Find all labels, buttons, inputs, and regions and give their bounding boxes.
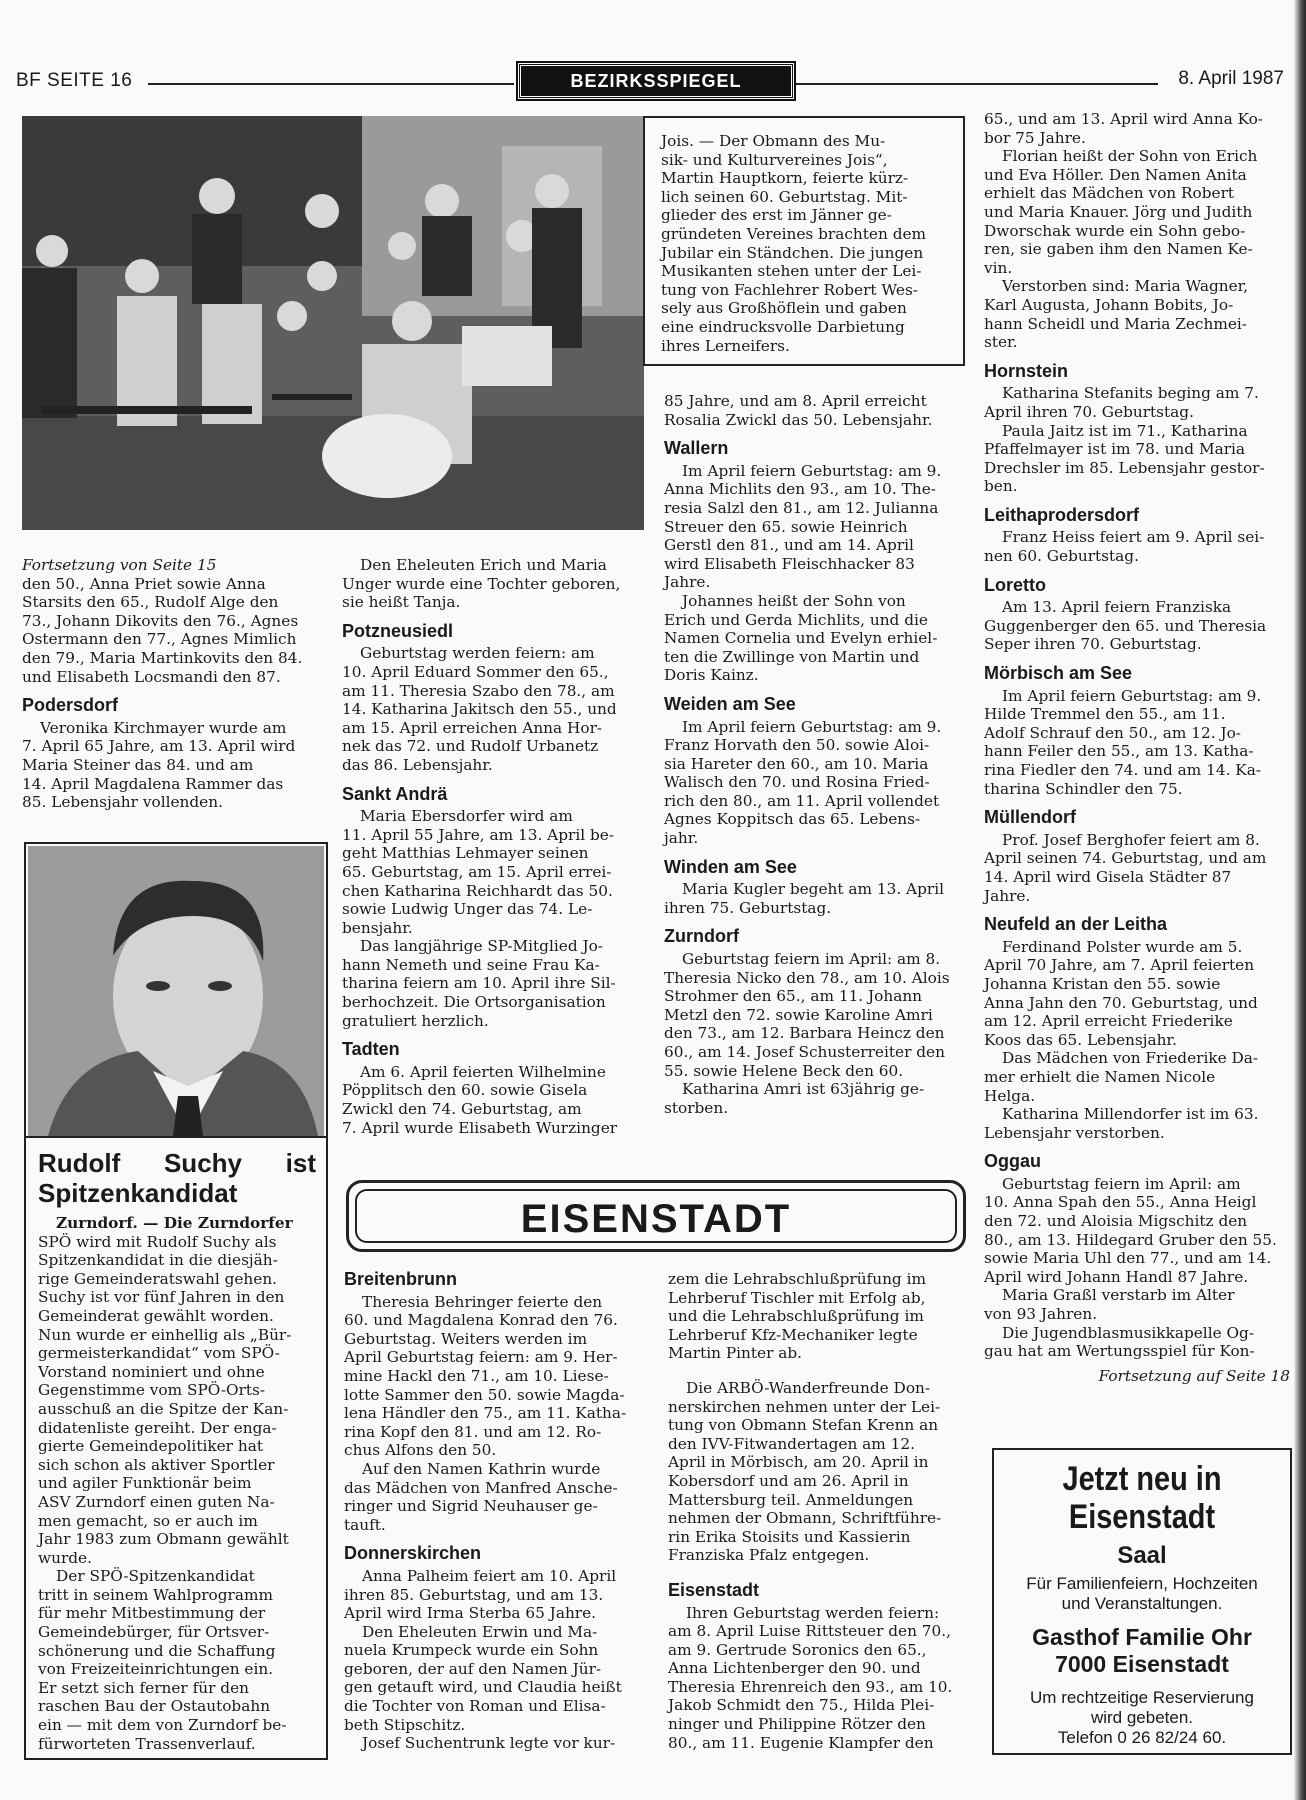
text-line: ten die Zwillinge von Martin und: [664, 647, 920, 666]
text-line: sowie Maria Uhl den 77., und am 14.: [984, 1249, 1272, 1268]
text-line: 10. April Eduard Sommer den 65.,: [342, 662, 609, 681]
text-line: geboren, der auf den Namen Jür-: [344, 1659, 602, 1678]
text-line: Namen Cornelia und Evelyn erhiel-: [664, 629, 938, 648]
text-line: Florian heißt der Sohn von Erich: [1002, 147, 1258, 166]
section-heading: Potzneusiedl: [342, 620, 454, 641]
ad-business-city: 7000 Eisenstadt: [1055, 1651, 1229, 1677]
text-line: schönerung und die Schaffung: [38, 1641, 276, 1660]
text-line: Streuer den 65. sowie Heinrich: [664, 517, 908, 536]
text-line: sie heißt Tanja.: [342, 593, 461, 612]
text-line: 80., am 11. Eugenie Klampfer den: [668, 1733, 934, 1752]
text-line: Jahre.: [984, 886, 1031, 905]
text-line: sowie Ludwig Unger das 74. Le-: [342, 900, 593, 919]
section-heading: Loretto: [984, 574, 1046, 595]
text-line: Starsits den 65., Rudolf Alge den: [22, 593, 279, 612]
column-6: [668, 1270, 970, 1752]
text-line: Maria Steiner das 84. und am: [22, 755, 254, 774]
caption-line: Martin Hauptkorn, feierte kürz-: [661, 169, 909, 188]
text-line: storben.: [664, 1098, 729, 1117]
text-line: Das Mädchen von Friederike Da-: [1002, 1049, 1259, 1068]
text-line: 60. und Magdalena Konrad den 76.: [344, 1311, 618, 1330]
text-line: Johanna Kristan den 55. sowie: [984, 974, 1221, 993]
text-line: und Maria Knauer. Jörg und Judith: [984, 202, 1253, 221]
text-line: April wird Irma Sterba 65 Jahre.: [344, 1604, 597, 1623]
text-line: 11. April 55 Jahre, am 13. April be-: [342, 825, 614, 844]
text-line: SPÖ wird mit Rudolf Suchy als: [38, 1232, 277, 1251]
eisenstadt-banner-text: EISENSTADT: [355, 1189, 957, 1243]
text-line: mine Hackl den 71., am 10. Liese-: [344, 1366, 609, 1385]
text-line: chen Katharina Reichhardt das 50.: [342, 881, 613, 900]
page-number: BF SEITE 16: [16, 70, 133, 91]
text-line: am 9. Gertrude Soronics den 65.,: [668, 1640, 927, 1659]
text-line: chus Alfons den 50.: [344, 1441, 497, 1460]
column-2: [342, 556, 648, 1137]
text-line: 14. April Magdalena Rammer das: [22, 774, 284, 793]
text-line: Am 6. April feierten Wilhelmine: [360, 1062, 606, 1081]
text-line: ein — mit dem von Zurndorf be-: [38, 1716, 287, 1735]
section-heading: Weiden am See: [664, 693, 796, 714]
text-line: tung von Obmann Stefan Krenn an: [668, 1416, 939, 1435]
column-5: [344, 1270, 648, 1753]
caption-line: Musikanten stehen unter der Lei-: [661, 262, 922, 281]
text-line: Zurndorf. — Die Zurndorfer: [56, 1214, 293, 1232]
section-heading: Winden am See: [664, 856, 797, 877]
text-line: 14. Katharina Jakitsch den 55., und: [342, 700, 617, 719]
text-line: nuela Krumpeck wurde ein Sohn: [344, 1641, 599, 1660]
text-line: 65. Geburtstag, am 15. April errei-: [342, 862, 612, 881]
text-line: Dworschak wurde ein Sohn gebo-: [984, 221, 1246, 240]
ad-title-line: Eisenstadt: [1068, 1498, 1216, 1536]
advertisement-box: [992, 1448, 1292, 1755]
page-edge-shadow: [1294, 0, 1306, 1800]
text-line: Geburtstag. Weiters werden im: [344, 1329, 588, 1348]
text-line: Suchy ist vor fünf Jahren in den: [38, 1288, 285, 1307]
text-line: Katharina Stefanits begіng am 7.: [1002, 384, 1259, 403]
text-line: 80., am 13. Hildegard Gruber den 55.: [984, 1230, 1277, 1249]
text-line: Franz Horvath den 50. sowie Aloi-: [664, 736, 930, 755]
photo-caption-box: [643, 116, 965, 366]
text-line: April in Mörbisch, am 20. April in: [668, 1453, 929, 1472]
text-line: und agiler Funktionär beim: [38, 1474, 252, 1493]
text-line: ihren 85. Geburtstag, und am 13.: [344, 1585, 604, 1604]
group-photo: [22, 116, 644, 530]
text-line: Drechsler im 85. Lebensjahr gestor-: [984, 458, 1265, 477]
text-line: von 93 Jahren.: [984, 1305, 1098, 1324]
text-line: ster.: [984, 333, 1018, 352]
text-line: hann Nemeth und seine Frau Ka-: [342, 955, 600, 974]
text-line: Agnes Koppitsch das 65. Lebens-: [664, 810, 921, 829]
text-line: Unger wurde eine Tochter geboren,: [342, 574, 621, 593]
text-line: jahr.: [664, 829, 699, 848]
masthead: BEZIRKSSPIEGEL: [518, 63, 794, 99]
text-line: raschen Bau der Ostautobahn: [38, 1697, 271, 1716]
portrait-photo: [28, 846, 324, 1136]
story-headline: Rudolf Suchy ist Spitzenkandidat: [38, 1148, 316, 1208]
section-heading: Podersdorf: [22, 695, 119, 716]
ad-text: Um rechtzeitige Reservierung: [1030, 1688, 1254, 1707]
text-line: Katharina Millendorfer ist im 63.: [1002, 1105, 1259, 1124]
text-line: Das langjährige SP-Mitglied Jo-: [360, 937, 603, 956]
text-line: fürworteten Trassenverlauf.: [38, 1734, 256, 1753]
text-line: Anna Palheim feiert am 10. April: [362, 1566, 617, 1585]
text-line: rina Fiedler den 74. und am 14. Ka-: [984, 761, 1262, 779]
text-line: Mattersburg teil. Anmeldungen: [668, 1490, 914, 1509]
text-line: vin.: [984, 258, 1013, 277]
text-line: April seinen 74. Geburtstag, und am: [984, 849, 1267, 868]
text-line: 7. April wurde Elisabeth Wurzinger: [342, 1118, 618, 1137]
text-line: Koos das 65. Lebensjahr.: [984, 1030, 1177, 1049]
text-line: Ostermann den 77., Agnes Mimlich: [22, 630, 297, 649]
section-heading: Mörbisch am See: [984, 663, 1133, 684]
text-line: Lehrberuf Tischler mit Erfolg ab,: [668, 1288, 926, 1307]
text-line: Gemeinderat gewählt worden.: [38, 1306, 274, 1325]
text-line: Nun wurde er einhellig als „Bür-: [38, 1325, 292, 1344]
text-line: Geburtstag feiern im April: am: [1002, 1174, 1241, 1193]
section-heading: Donnerskirchen: [344, 1543, 482, 1564]
text-line: gen getauft wird, und Claudia heißt: [344, 1678, 622, 1697]
text-line: 65., und am 13. April wird Anna Ko-: [984, 110, 1263, 128]
text-line: Jahr 1983 zum Obmann gewählt: [38, 1530, 289, 1549]
caption-line: lich seinen 60. Geburtstag. Mit-: [661, 187, 908, 206]
text-line: nen 60. Geburtstag.: [984, 547, 1139, 566]
column-1: [22, 556, 322, 812]
text-line: tharina Schindler den 75.: [984, 779, 1183, 798]
text-line: Adolf Schrauf den 50., am 12. Jo-: [984, 723, 1241, 742]
text-line: Pfaffelmayer ist im 78. und Maria: [984, 440, 1246, 459]
text-line: gau hat am Wertungsspiel für Kon-: [984, 1342, 1255, 1361]
text-line: am 12. April erreicht Friederike: [984, 1012, 1233, 1031]
caption-line: Jubilar ein Ständchen. Die jungen: [661, 243, 924, 262]
text-line: das 86. Lebensjahr.: [342, 755, 493, 774]
ad-title-line: Jetzt neu in: [1062, 1460, 1222, 1498]
text-line: sich schon als aktiver Sportler: [38, 1455, 275, 1474]
text-line: Pöpplitsch den 60. sowie Gisela: [342, 1081, 588, 1100]
text-line: Maria Graßl verstarb im Alter: [1002, 1286, 1235, 1305]
text-line: ASV Zurndorf einen guten Na-: [38, 1492, 275, 1511]
text-line: Erich und Gerda Michlits, und die: [664, 610, 928, 629]
column-4: [984, 110, 1290, 1385]
text-line: Martin Pinter ab.: [668, 1344, 803, 1363]
text-line: didatenliste gereiht. Der enga-: [38, 1418, 277, 1437]
text-line: Theresia Nicko den 78., am 10. Alois: [664, 968, 950, 987]
text-line: den 72. und Aloisia Migschitz den: [984, 1212, 1248, 1231]
text-line: 55. sowie Helene Beck den 60.: [664, 1061, 904, 1080]
text-line: germeisterkandidat“ vom SPÖ-: [38, 1344, 280, 1363]
text-line: die Tochter von Roman und Elisa-: [344, 1697, 606, 1716]
text-line: Der SPÖ-Spitzenkandidat: [56, 1567, 255, 1586]
text-line: 60., am 14. Josef Schusterreiter den: [664, 1043, 945, 1061]
text-line: Paula Jaitz ist im 71., Katharina: [1002, 421, 1248, 440]
section-heading: Eisenstadt: [668, 1579, 760, 1600]
text-line: Theresia Ehrenreich den 93., am 10.: [668, 1677, 953, 1696]
text-line: Prof. Josef Berghofer feiert am 8.: [1002, 830, 1260, 849]
text-line: Karl Augusta, Johann Bobits, Jo-: [984, 295, 1234, 314]
caption-line: eine eindrucksvolle Darbietung: [661, 317, 905, 336]
text-line: den 73., am 12. Barbara Heincz den: [664, 1024, 945, 1043]
text-line: ben.: [984, 477, 1018, 496]
caption-line: gründeten Vereines brachten dem: [661, 224, 927, 243]
ad-phone: Telefon 0 26 82/24 60.: [1057, 1728, 1227, 1747]
text-line: nerskirchen nehmen unter der Lei-: [668, 1397, 941, 1416]
text-line: Im April feiern Geburtstag: am 9.: [1002, 686, 1262, 705]
text-line: ninger und Philippine Rötzer den: [668, 1715, 926, 1734]
text-line: Anna Lichtenberger den 90. und: [668, 1659, 921, 1678]
text-line: April Geburtstag feiern: am 9. Her-: [344, 1348, 618, 1367]
text-line: hann Scheidl und Maria Zechmei-: [984, 314, 1247, 333]
column-3: [664, 392, 966, 1117]
text-line: Maria Kugler begeht am 13. April: [682, 880, 944, 899]
section-heading: Hornstein: [984, 360, 1069, 381]
ad-business-name: Gasthof Familie Ohr: [1032, 1624, 1252, 1650]
text-line: bensjahr.: [342, 918, 413, 937]
text-line: rige Gemeinderatswahl gehen.: [38, 1269, 278, 1288]
text-line: für mehr Mitbestimmung der: [38, 1604, 266, 1623]
text-line: hann Feiler den 55., am 13. Katha-: [984, 742, 1254, 761]
text-line: Franziska Pfalz entgegen.: [668, 1546, 870, 1565]
text-line: das Mädchen von Manfred Ansche-: [344, 1478, 618, 1497]
text-line: Jakob Schmidt den 75., Hilda Plei-: [668, 1696, 935, 1715]
text-line: 85 Jahre, und am 8. April erreicht: [664, 392, 927, 410]
text-line: rina Kopf den 81. und am 12. Ro-: [344, 1422, 602, 1441]
text-line: Gemeindebürger, für Ortsver-: [38, 1623, 270, 1642]
text-line: Franz Heiss feiert am 9. April sei-: [1002, 528, 1265, 547]
section-heading: Müllendorf: [984, 807, 1076, 828]
text-line: Hilde Tremmel den 55., am 11.: [984, 705, 1226, 724]
text-line: den 79., Maria Martinkovits den 84.: [22, 648, 303, 667]
text-line: Metzl den 72. sowie Karoline Amri: [664, 1005, 933, 1024]
text-line: wird Elisabeth Fleischhacker 83: [664, 554, 915, 573]
text-line: Lehrberuf Kfz-Mechaniker legte: [668, 1325, 918, 1344]
text-line: Geburtstag feiern im April: am 8.: [682, 950, 941, 969]
text-line: Helga.: [984, 1086, 1036, 1105]
text-line: Vorstand nominiert und ohne: [38, 1362, 265, 1381]
text-line: tharina feiern am 10. April ihre Sil-: [342, 974, 616, 993]
text-line: und die Lehrabschlußprüfung im: [668, 1307, 924, 1326]
text-line: 73., Johann Dikovits den 76., Agnes: [22, 611, 299, 630]
text-line: Den Eheleuten Erwin und Ma-: [362, 1622, 598, 1641]
text-line: erhielt das Mädchen von Robert: [984, 184, 1235, 203]
text-line: Ihren Geburtstag werden feiern:: [686, 1603, 940, 1622]
text-line: Geburtstag werden feiern: am: [360, 644, 595, 663]
eisenstadt-banner: [346, 1180, 966, 1252]
text-line: Doris Kainz.: [664, 666, 759, 685]
portrait-story-box: [24, 842, 328, 1760]
text-line: men gemacht, so er auch im: [38, 1511, 258, 1530]
text-line: Walisch den 70. und Rosina Fried-: [664, 773, 930, 792]
text-line: berhochzeit. Die Ortsorganisation: [342, 993, 606, 1012]
text-line: Auf den Namen Kathrin wurde: [362, 1459, 601, 1478]
text-line: Gerstl den 81., und am 14. April: [664, 536, 914, 555]
ad-text: und Veranstaltungen.: [1061, 1594, 1223, 1613]
text-line: sia Hareter den 60., am 10. Maria: [664, 754, 929, 773]
issue-date: 8. April 1987: [1178, 68, 1284, 89]
text-line: Seper ihren 70. Geburtstag.: [984, 635, 1202, 654]
text-line: wurde.: [38, 1548, 92, 1567]
text-line: und Elisabeth Locsmandi den 87.: [22, 667, 281, 686]
text-line: nek das 72. und Rudolf Urbanetz: [342, 737, 599, 756]
text-line: tauft.: [344, 1515, 386, 1534]
text-line: den IVV-Fitwandertagen am 12.: [668, 1434, 915, 1453]
ad-text: wird gebeten.: [1090, 1708, 1194, 1727]
section-heading: Breitenbrunn: [344, 1269, 458, 1289]
text-line: Im April feiern Geburtstag: am 9.: [682, 717, 942, 736]
text-line: von Freizeiteinrichtungen ein.: [38, 1660, 274, 1679]
section-heading: Sankt Andrä: [342, 783, 448, 804]
text-line: Anna Michlits den 93., am 10. The-: [664, 480, 936, 499]
text-line: Guggenberger den 65. und Theresia: [984, 616, 1267, 635]
text-line: am 8. April Luise Rittsteuer den 70.,: [668, 1622, 951, 1641]
continued-from: Fortsetzung von Seite 15: [22, 556, 217, 574]
text-line: am 15. April erreichen Anna Hor-: [342, 718, 603, 737]
text-line: Jahre.: [664, 573, 711, 592]
text-line: Anna Jahn den 70. Geburtstag, und: [984, 993, 1258, 1012]
text-line: Ferdinand Polster wurde am 5.: [1002, 937, 1243, 956]
text-line: tritt in seinem Wahlprogramm: [38, 1585, 273, 1604]
caption-line: tung von Fachlehrer Robert Wes-: [661, 280, 918, 299]
caption-line: ihres Lerneifers.: [661, 336, 790, 355]
text-line: Johannes heißt der Sohn von: [682, 591, 906, 610]
text-line: ihren 75. Geburtstag.: [664, 898, 832, 917]
text-line: bor 75 Jahre.: [984, 128, 1086, 147]
text-line: beth Stipschitz.: [344, 1715, 466, 1734]
caption-line: glieder des erst im Jänner ge-: [661, 206, 892, 225]
text-line: Verstorben sind: Maria Wagner,: [1002, 277, 1249, 296]
text-line: April ihren 70. Geburtstag.: [984, 402, 1194, 421]
text-line: 14. April wird Gisela Städter 87: [984, 867, 1232, 886]
text-line: Am 13. April feiern Franziska: [1002, 598, 1232, 617]
text-line: Strohmer den 65., am 11. Johann: [664, 987, 923, 1006]
text-line: ren, sie gaben ihm den Namen Ke-: [984, 240, 1253, 259]
text-line: Er setzt sich ferner für den: [38, 1678, 249, 1697]
caption-line: Jois. — Der Obmann des Mu-: [661, 132, 886, 150]
section-heading: Neufeld an der Leitha: [984, 914, 1168, 935]
text-line: Spitzenkandidat in die diesjäh-: [38, 1251, 278, 1270]
text-line: Josef Suchentrunk legte vor kur-: [362, 1734, 616, 1753]
text-line: Die ARBÖ-Wanderfreunde Don-: [686, 1378, 931, 1397]
section-heading: Oggau: [984, 1151, 1041, 1172]
caption-line: sely aus Großhöflein und gaben: [661, 299, 907, 318]
section-heading: Leithaprodersdorf: [984, 504, 1140, 525]
section-heading: Zurndorf: [664, 926, 739, 947]
text-line: und Eva Höller. Den Namen Anita: [984, 165, 1247, 184]
text-line: April wird Johann Handl 87 Jahre.: [984, 1267, 1249, 1286]
text-line: Katharina Amri ist 63jährig ge-: [682, 1080, 925, 1099]
text-line: Rosalia Zwickl das 50. Lebensjahr.: [664, 410, 933, 429]
text-line: lena Händler den 75., am 11. Katha-: [344, 1404, 627, 1423]
text-line: 7. April 65 Jahre, am 13. April wird: [22, 737, 296, 756]
text-line: rin Erika Stoisits und Kassierin: [668, 1527, 911, 1546]
text-line: Gegenstimme vom SPÖ-Orts-: [38, 1381, 266, 1400]
text-line: rich den 80., am 11. April vollendet: [664, 791, 940, 810]
text-line: 10. Anna Spah den 55., Anna Heigl: [984, 1193, 1257, 1212]
header-rule-left: [148, 83, 514, 85]
text-line: April 70 Jahre, am 7. April feierten: [984, 956, 1255, 975]
text-line: nehmen der Obmann, Schriftführe-: [668, 1509, 942, 1528]
section-heading: Tadten: [342, 1039, 400, 1060]
text-line: gierte Gemeindepolitiker hat: [38, 1437, 263, 1456]
caption-line: sik- und Kulturvereines Jois“,: [661, 150, 888, 169]
text-line: Maria Ebersdorfer wird am: [360, 807, 573, 826]
ad-subtitle: Saal: [1117, 1542, 1167, 1569]
section-heading: Wallern: [664, 438, 729, 459]
text-line: zem die Lehrabschlußprüfung im: [668, 1270, 926, 1288]
text-line: Zwickl den 74. Geburtstag, am: [342, 1100, 582, 1119]
text-line: Theresia Behringer feierte den: [362, 1292, 603, 1311]
text-line: lotte Sammer den 50. sowie Magda-: [344, 1385, 625, 1404]
text-line: gratuliert herzlich.: [342, 1011, 489, 1030]
text-line: Im April feiern Geburtstag: am 9.: [682, 461, 942, 480]
text-line: ringer und Sigrid Neuhauser ge-: [344, 1497, 598, 1516]
text-line: am 11. Theresia Szabo den 78., am: [342, 681, 615, 700]
text-line: Lebensjahr verstorben.: [984, 1123, 1165, 1142]
text-line: resia Salzl den 81., am 12. Julianna: [664, 498, 939, 517]
text-line: Die Jugendblasmusikkapelle Og-: [1002, 1323, 1255, 1342]
text-line: den 50., Anna Priet sowie Anna: [22, 574, 266, 593]
text-line: Veronika Kirchmayer wurde am: [40, 718, 287, 737]
header-rule-right: [796, 83, 1158, 85]
text-line: mer erhielt die Namen Nicole: [984, 1067, 1216, 1086]
text-line: 85. Lebensjahr vollenden.: [22, 793, 223, 812]
text-line: geht Matthias Lehmayer seinen: [342, 844, 589, 863]
text-line: Kobersdorf und am 26. April in: [668, 1471, 909, 1490]
ad-text: Für Familienfeiern, Hochzeiten: [1026, 1574, 1258, 1593]
continued-on: Fortsetzung auf Seite 18: [1098, 1366, 1290, 1385]
text-line: ausschuß an die Spitze der Kan-: [38, 1399, 289, 1418]
text-line: Den Eheleuten Erich und Maria: [360, 556, 607, 574]
